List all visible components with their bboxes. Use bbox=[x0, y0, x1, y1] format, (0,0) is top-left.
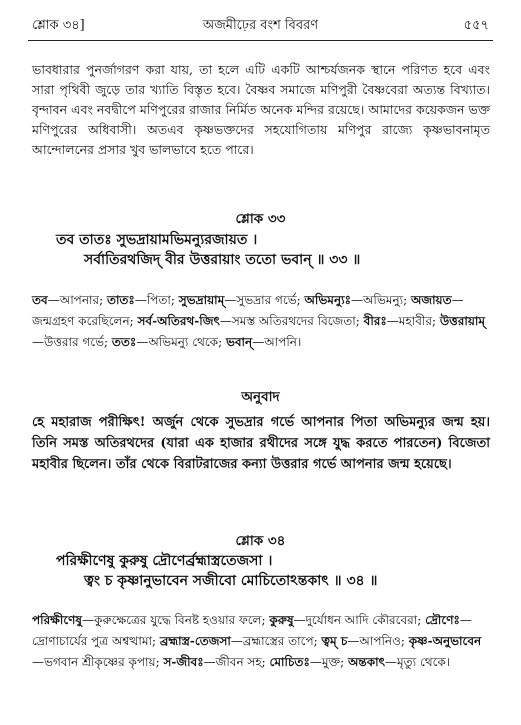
verse-33-title: শ্লোক ৩৩ bbox=[235, 211, 286, 227]
synonym-term: অন্তকাৎ bbox=[348, 655, 385, 669]
synonym-meaning: —আপনি। bbox=[252, 335, 302, 349]
page-header bbox=[32, 16, 489, 38]
synonym-meaning: —জন্মগ্রহণ করেছিলেন; bbox=[32, 293, 464, 328]
verse-33-text bbox=[56, 230, 476, 270]
purport-continuation: ভাবধারার পুনর্জাগরণ করা যায়, তা হলে এটি একটি আশ্চর্যজনক স্থানে পরিণত হবে এবং সারা পৃথিবী জুড়ে তার খ্যাতি বিস্তৃত হবে। বৈষ্ণব সমাজে মণিপুরী বৈষ্ণবেরা অত্যন্ত বিখ্যাত। বৃন্দাবন এবং নবদ্বীপে মণিপুরের রাজার নির্মিত অনেক মন্দির রয়েছে। আমাদের কয়েকজন ভক্ত মণিপুরের অধিবাসী। অতএব কৃষ্ণভক্তদের সহযোগিতায় মণিপুর রাজ্যে কৃষ্ণভাবনামৃত আন্দোলনের প্রসার খুব ভালভাবে হতে পারে। bbox=[32, 62, 490, 157]
synonym-meaning: —সমস্ত অতিরথদের বিজেতা; bbox=[219, 314, 364, 328]
synonym-meaning: —জীবন সহ; bbox=[203, 655, 270, 669]
header-chapter-title: অজমীঢ়ের বংশ বিবরণ bbox=[202, 18, 319, 33]
synonym-term: অজায়ত bbox=[410, 293, 452, 307]
header-verse-ref: শ্লোক ৩৪] bbox=[32, 18, 85, 33]
page-number: ৫৫৭ bbox=[463, 18, 489, 33]
synonym-meaning: —আপনিও; bbox=[347, 634, 409, 648]
synonym-term: সর্ব-অতিরথ-জিৎ bbox=[137, 314, 220, 328]
synonym-meaning: —কুরুক্ষেত্রের যুদ্ধে বিনষ্ট হওয়ার ফলে; bbox=[82, 613, 270, 627]
synonym-term: ততঃ bbox=[111, 335, 137, 349]
synonym-meaning: —ভগবান শ্রীকৃষ্ণের কৃপায়; bbox=[32, 655, 164, 669]
synonym-term: বীরঃ bbox=[363, 314, 387, 328]
synonym-term: দ্রৌণেঃ bbox=[425, 613, 460, 627]
translation-text: হে মহারাজ পরীক্ষিৎ! অর্জুন থেকে সুভদ্রার গর্ভে আপনার পিতা অভিমন্যুর জন্ম হয়। তিনি সমস্ত অতিরথদের (যারা এক হাজার রথীদের সঙ্গে যুদ্ধ করতে পারতেন) বিজেতা মহাবীর ছিলেন। তাঁর থেকে বিরাটরাজের কন্যা উত্তরার গর্ভে আপনার জন্ম হয়েছে। bbox=[32, 415, 490, 472]
synonym-meaning: —মুক্ত; bbox=[309, 655, 349, 669]
verse-34-text bbox=[56, 551, 476, 591]
synonym-meaning: —অভিমন্যু থেকে; bbox=[136, 335, 226, 349]
verse-34-line-2: ত্বং চ কৃষ্ণানুভাবেন সজীবো মোচিতোঽন্তকাৎ ॥ ৩৪ ॥ bbox=[84, 573, 378, 589]
synonym-meaning: —মৃত্যু থেকে। bbox=[384, 655, 451, 669]
synonym-term: মোচিতঃ bbox=[269, 655, 310, 669]
synonym-meaning: —ব্রহ্মাস্ত্রের তাপে; bbox=[230, 634, 322, 648]
synonym-term: স-জীবঃ bbox=[163, 655, 204, 669]
header-rule bbox=[28, 40, 493, 41]
synonym-meaning: —আপনার; bbox=[47, 293, 107, 307]
verse-33-line-2: সর্বাতিরথজিদ্ বীর উত্তরায়াং ততো ভবান্ ॥ ৩৩ ॥ bbox=[84, 252, 361, 268]
translation-title: অনুবাদ bbox=[241, 389, 280, 405]
verse-34-line-1: পরিক্ষীণেষু কুরুষু দ্রৌণের্ব্রহ্মাস্ত্রতেজসা । bbox=[56, 553, 273, 569]
synonym-term: সুভদ্রায়াম্ bbox=[178, 293, 225, 307]
verse-33-line-1: তব তাতঃ সুভদ্রায়ামভিমন্যুরজায়ত । bbox=[56, 232, 258, 248]
synonym-meaning: —পিতা; bbox=[134, 293, 179, 307]
synonym-term: ত্বম্ চ bbox=[321, 634, 348, 648]
synonym-term: তব bbox=[32, 293, 48, 307]
synonym-term: পরিক্ষীণেষু bbox=[32, 613, 83, 627]
synonym-meaning: —মহাবীর; bbox=[386, 314, 440, 328]
synonym-term: কুরুষু bbox=[269, 613, 294, 627]
verse-33-synonyms bbox=[32, 290, 490, 353]
synonym-term: ব্রহ্মাস্ত্র-তেজসা bbox=[159, 634, 231, 648]
synonym-term: অভিমন্যুঃ bbox=[304, 293, 352, 307]
verse-34-synonyms bbox=[32, 610, 490, 673]
synonym-meaning: —দ্রোণাচার্যের পুত্র অশ্বত্থামা; bbox=[32, 613, 472, 648]
synonym-term: উত্তরায়াম্ bbox=[439, 314, 486, 328]
synonym-meaning: —অভিমন্যু; bbox=[351, 293, 411, 307]
synonym-term: ভবান্ bbox=[225, 335, 253, 349]
synonym-term: কৃষ্ণ-অনুভাবেন bbox=[408, 634, 482, 648]
verse-34-title: শ্লোক ৩৪ bbox=[235, 533, 286, 549]
synonym-meaning: —সুভদ্রার গর্ভে; bbox=[224, 293, 305, 307]
synonym-term: তাতঃ bbox=[106, 293, 135, 307]
synonym-meaning: —উত্তরার গর্ভে; bbox=[32, 335, 112, 349]
synonym-meaning: —দুর্যোধন আদি কৌরবেরা; bbox=[293, 613, 426, 627]
